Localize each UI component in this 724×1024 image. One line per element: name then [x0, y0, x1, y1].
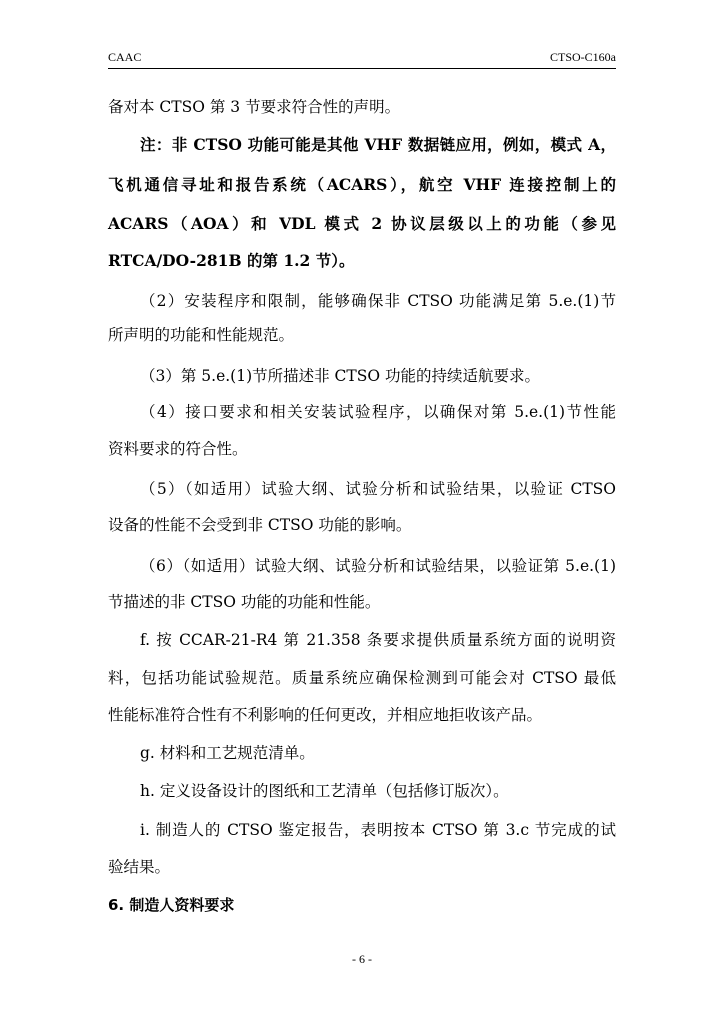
body-line: g. 材料和工艺规范清单。: [140, 744, 315, 762]
body-line: f. 按 CCAR-21-R4 第 21.358 条要求提供质量系统方面的说明资: [140, 631, 616, 649]
note-line: RTCA/DO-281B 的第 1.2 节）。: [108, 251, 355, 270]
note-line: ACARS（AOA）和 VDL 模式 2 协议层级以上的功能（参见: [108, 214, 616, 233]
note-line: 飞机通信寻址和报告系统（ACARS），航空 VHF 连接控制上的: [108, 175, 616, 194]
body-line: 资料要求的符合性。: [108, 440, 248, 458]
body-line: （2）安装程序和限制，能够确保非 CTSO 功能满足第 5.e.(1)节: [140, 292, 616, 310]
body-line: 备对本 CTSO 第 3 节要求符合性的声明。: [108, 98, 401, 116]
body-line: 所声明的功能和性能规范。: [108, 326, 295, 344]
section-heading: 6. 制造人资料要求: [108, 896, 235, 914]
body-line: 设备的性能不会受到非 CTSO 功能的影响。: [108, 516, 412, 534]
body-line: 节描述的非 CTSO 功能的功能和性能。: [108, 593, 381, 611]
body-line: （5）（如适用）试验大纲、试验分析和试验结果，以验证 CTSO: [140, 480, 616, 498]
body-line: 性能标准符合性有不利影响的任何更改，并相应地拒收该产品。: [108, 706, 543, 724]
body-line: 验结果。: [108, 858, 171, 876]
page-header: [108, 50, 616, 69]
page-number: - 6 -: [352, 952, 372, 966]
body-line: （4）接口要求和相关安装试验程序，以确保对第 5.e.(1)节性能: [140, 403, 616, 421]
body-line: h. 定义设备设计的图纸和工艺清单（包括修订版次）。: [140, 782, 509, 800]
header-left: CAAC: [108, 50, 142, 64]
body-line: （6）（如适用）试验大纲、试验分析和试验结果，以验证第 5.e.(1): [140, 557, 616, 575]
body-line: 料，包括功能试验规范。质量系统应确保检测到可能会对 CTSO 最低: [108, 669, 616, 687]
note-line: 注：非 CTSO 功能可能是其他 VHF 数据链应用，例如，模式 A，: [140, 135, 616, 154]
body-line: （3）第 5.e.(1)节所描述非 CTSO 功能的持续适航要求。: [140, 367, 541, 385]
body-line: i. 制造人的 CTSO 鉴定报告，表明按本 CTSO 第 3.c 节完成的试: [140, 821, 616, 839]
header-right: CTSO-C160a: [550, 50, 616, 64]
